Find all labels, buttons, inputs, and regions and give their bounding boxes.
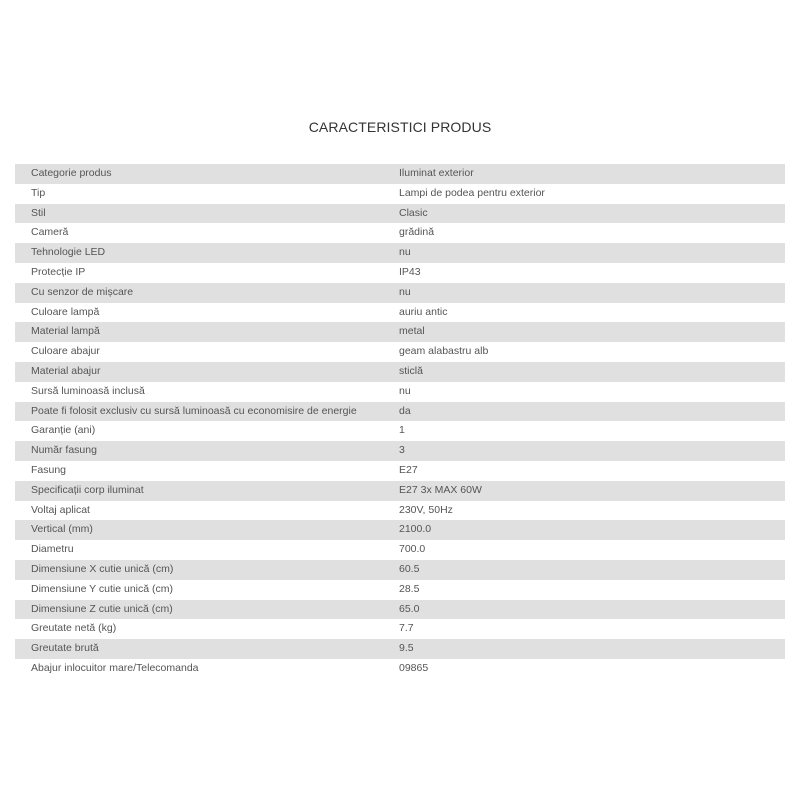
spec-row [15,283,785,303]
spec-value: sticlă [399,364,423,377]
spec-row [15,303,785,323]
spec-value: metal [399,325,425,338]
spec-label: Abajur inlocuitor mare/Telecomanda [31,661,199,674]
spec-row [15,659,785,679]
spec-value: nu [399,285,411,298]
spec-value: 65.0 [399,602,420,615]
spec-row [15,580,785,600]
spec-value: E27 [399,463,418,476]
spec-label: Greutate netă (kg) [31,622,117,635]
spec-row [15,600,785,620]
spec-value: 28.5 [399,582,420,595]
spec-label: Culoare lampă [31,305,100,318]
spec-row [15,342,785,362]
spec-value: Lampi de podea pentru exterior [399,186,545,199]
spec-value: da [399,404,411,417]
spec-label: Poate fi folosit exclusiv cu sursă luminoasă cu economisire de energie [31,404,357,417]
spec-value: Iluminat exterior [399,167,474,179]
spec-row [15,520,785,540]
spec-row [15,540,785,560]
spec-row [15,619,785,639]
spec-row [15,184,785,204]
spec-value: auriu antic [399,305,448,318]
spec-label: Tip [31,186,46,199]
spec-row [15,223,785,243]
spec-row [15,164,785,184]
spec-label: Fasung [31,463,67,476]
spec-row [15,461,785,481]
spec-row [15,243,785,263]
spec-label: Specificații corp iluminat [31,483,144,496]
spec-row [15,441,785,461]
spec-label: Diametru [31,543,74,556]
spec-value: 7.7 [399,622,414,635]
spec-label: Protecție IP [31,265,86,278]
spec-value: nu [399,246,411,259]
spec-row [15,322,785,342]
spec-value: 09865 [399,661,429,674]
spec-value: 2100.0 [399,523,432,536]
spec-row [15,421,785,441]
spec-row [15,402,785,422]
spec-value: 700.0 [399,543,426,556]
spec-label: Voltaj aplicat [31,503,90,516]
spec-label: Greutate brută [31,642,99,655]
spec-row [15,639,785,659]
spec-label: Stil [31,206,46,219]
spec-row [15,501,785,521]
spec-label: Cameră [31,226,69,239]
spec-row [15,204,785,224]
spec-row [15,560,785,580]
spec-label: Material lampă [31,325,100,338]
spec-row [15,382,785,402]
spec-value: E27 3x MAX 60W [399,483,482,496]
spec-label: Dimensiune X cutie unică (cm) [31,562,174,575]
spec-label: Sursă luminoasă inclusă [31,384,145,397]
spec-label: Număr fasung [31,444,97,457]
spec-label: Material abajur [31,364,101,377]
spec-value: IP43 [399,265,421,278]
spec-value: geam alabastru alb [399,345,489,358]
spec-value: 1 [399,424,405,437]
spec-label: Culoare abajur [31,345,100,358]
spec-row [15,362,785,382]
spec-label: Categorie produs [31,167,112,179]
spec-label: Tehnologie LED [31,246,106,259]
spec-table [15,164,785,679]
spec-label: Vertical (mm) [31,523,93,536]
spec-value: grădină [399,226,435,239]
spec-label: Cu senzor de mișcare [31,285,134,298]
spec-label: Dimensiune Z cutie unică (cm) [31,602,173,615]
spec-value: Clasic [399,206,428,219]
spec-value: 3 [399,444,405,457]
spec-label: Garanție (ani) [31,424,96,437]
spec-label: Dimensiune Y cutie unică (cm) [31,582,174,595]
spec-value: 9.5 [399,642,414,655]
spec-row [15,263,785,283]
spec-value: 60.5 [399,562,420,575]
spec-value: 230V, 50Hz [399,503,453,516]
section-title: CARACTERISTICI PRODUS [308,119,492,135]
spec-row [15,481,785,501]
spec-value: nu [399,384,411,397]
